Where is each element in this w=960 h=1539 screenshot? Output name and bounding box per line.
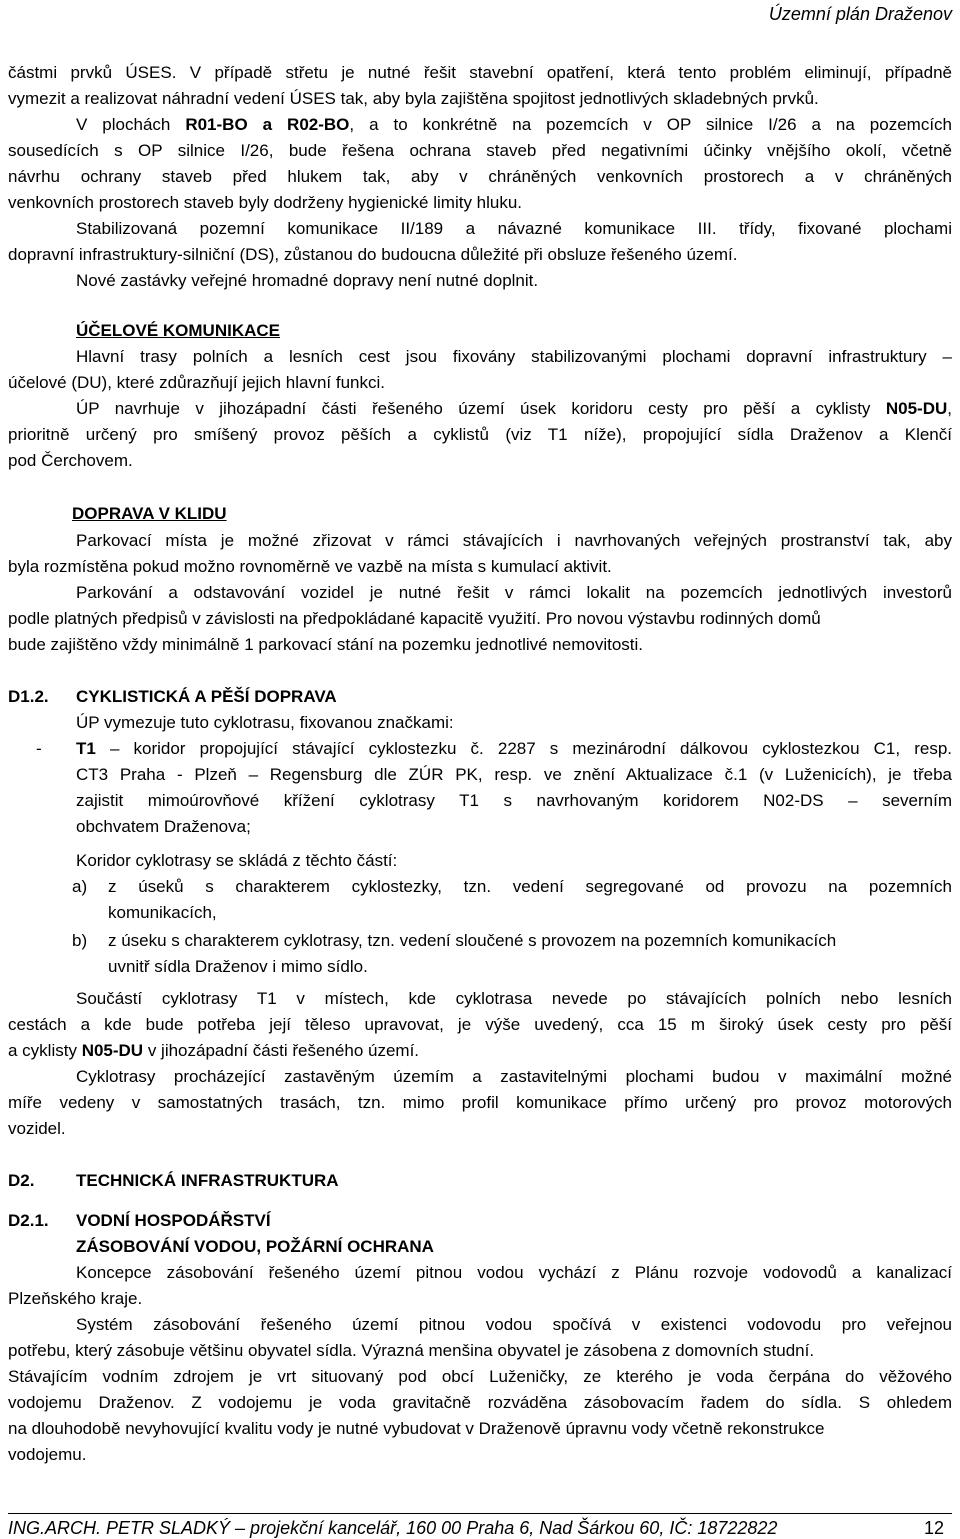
paragraph-line: prioritně určený pro smíšený provoz pěších a cyklistů (viz T1 níže), propojující sídla Draženov a Klenčí: [8, 425, 952, 444]
paragraph-line: sousedících s OP silnice I/26, bude řešena ochrana staveb před negativními účinky vnějšího okolí, včetně: [8, 141, 952, 160]
section-number: D1.2.: [8, 687, 49, 706]
header-title: Územní plán Draženov: [768, 4, 952, 24]
paragraph-line: pod Čerchovem.: [8, 451, 133, 470]
paragraph-line: Parkování a odstavování vozidel je nutné řešit v rámci lokalit na pozemcích jednotlivých investorů: [76, 583, 952, 602]
list-dash: -: [36, 739, 42, 758]
list-item-line: zajistit mimoúrovňové křížení cyklotrasy T1 s navrhovaným koridorem N02-DS – severním: [76, 791, 952, 810]
subsection-heading: VODNÍ HOSPODÁŘSTVÍ: [76, 1211, 271, 1230]
paragraph-line: částmi prvků ÚSES. V případě střetu je nutné řešit stavební opatření, která tento problém eliminují, případně: [8, 63, 952, 82]
paragraph-line: Koridor cyklotrasy se skládá z těchto částí:: [76, 851, 398, 870]
paragraph-line: Systém zásobování řešeného území pitnou vodou spočívá v existenci vodovodu pro veřejnou: [76, 1315, 952, 1334]
paragraph-line: cestách a kde bude potřeba její těleso upravovat, je výše uvedený, cca 15 m široký úsek cesty pro pěší: [8, 1015, 952, 1034]
paragraph-line: dopravní infrastruktury-silniční (DS), zůstanou do budoucna důležité při obsluze řešeného území.: [8, 245, 738, 264]
list-item-line: z úseků s charakterem cyklostezky, tzn. vedení segregované od provozu na pozemních: [108, 877, 952, 896]
paragraph-line: Stabilizovaná pozemní komunikace II/189 a návazné komunikace III. třídy, fixované plochami: [76, 219, 952, 238]
paragraph-line: Cyklotrasy procházející zastavěným územím a zastavitelnými plochami budou v maximální možné: [76, 1067, 952, 1086]
paragraph-line: Součástí cyklotrasy T1 v místech, kde cyklotrasa nevede po stávajících polních nebo lesních: [76, 989, 952, 1008]
list-item-line: z úseku s charakterem cyklotrasy, tzn. vedení sloučené s provozem na pozemních komunikacích: [108, 931, 837, 950]
paragraph-line: návrhu ochrany staveb před hlukem tak, aby v chráněných venkovních prostorech a v chráněných: [8, 167, 952, 186]
footer-text: ING.ARCH. PETR SLADKÝ – projekční kancelář, 160 00 Praha 6, Nad Šárkou 60, IČ: 18722822: [8, 1518, 778, 1538]
paragraph-line: vodojemu Draženov. Z vodojemu je voda gravitačně rozváděna zásobovacím řadem do sídla. S ohledem: [8, 1393, 952, 1412]
paragraph-line: vozidel.: [8, 1119, 66, 1138]
paragraph-line: venkovních prostorech staveb byly dodrženy hygienické limity hluku.: [8, 193, 523, 212]
subsection-heading: ZÁSOBOVÁNÍ VODOU, POŽÁRNÍ OCHRANA: [76, 1237, 434, 1256]
paragraph-line: ÚP vymezuje tuto cyklotrasu, fixovanou značkami:: [76, 713, 454, 732]
paragraph-line: bude zajištěno vždy minimálně 1 parkovací stání na pozemku jednotlivé nemovitosti.: [8, 635, 644, 654]
paragraph-line: V plochách R01-BO a R02-BO, a to konkrétně na pozemcích v OP silnice I/26 a na pozemcích: [76, 115, 952, 134]
paragraph-line: podle platných předpisů v závislosti na předpokládané kapacitě využití. Pro novou výstavbu rodinných domů: [8, 609, 821, 628]
paragraph-line: míře vedeny v samostatných trasách, tzn. mimo profil komunikace přímo určený pro provoz motorových: [8, 1093, 952, 1112]
paragraph-line: Hlavní trasy polních a lesních cest jsou fixovány stabilizovanými plochami dopravní infrastruktury –: [76, 347, 952, 366]
section-heading: TECHNICKÁ INFRASTRUKTURA: [76, 1171, 339, 1190]
section-number: D2.1.: [8, 1211, 49, 1230]
section-heading: DOPRAVA V KLIDU: [72, 504, 227, 523]
paragraph-line: na dlouhodobě nevyhovující kvalitu vody je nutné vybudovat v Draženově úpravnu vody včetně rekonstrukce: [8, 1419, 825, 1438]
paragraph-line: a cyklisty N05-DU v jihozápadní části řešeného území.: [8, 1041, 420, 1060]
paragraph-line: potřebu, který zásobuje většinu obyvatel sídla. Výrazná menšina obyvatel je zásobena z domovních studní.: [8, 1341, 815, 1360]
paragraph-line: Parkovací místa je možné zřizovat v rámci stávajících i navrhovaných veřejných prostranství tak, aby: [76, 531, 952, 550]
paragraph-line: ÚP navrhuje v jihozápadní části řešeného území úsek koridoru cesty pro pěší a cyklisty N05-DU,: [76, 399, 952, 418]
paragraph-line: účelové (DU), které zdůrazňují jejich hlavní funkci.: [8, 373, 385, 392]
paragraph-line: Stávajícím vodním zdrojem je vrt situovaný pod obcí Luženičky, ze kterého je voda čerpána do věžového: [8, 1367, 952, 1386]
section-heading: ÚČELOVÉ KOMUNIKACE: [76, 321, 281, 340]
section-heading: CYKLISTICKÁ A PĚŠÍ DOPRAVA: [76, 687, 337, 706]
page-footer: [8, 1513, 952, 1539]
page-number: 12: [923, 1518, 944, 1538]
list-item-line: CT3 Praha - Plzeň – Regensburg dle ZÚR PK, resp. ve znění Aktualizace č.1 (v Luženicích), je třeba: [76, 765, 952, 784]
list-item-line: T1 – koridor propojující stávající cyklostezku č. 2287 s mezinárodní dálkovou cyklostezkou C1, resp.: [76, 739, 952, 758]
paragraph-line: Nové zastávky veřejné hromadné dopravy není nutné doplnit.: [76, 271, 539, 290]
paragraph-line: vodojemu.: [8, 1445, 87, 1464]
list-item-line: uvnitř sídla Draženov i mimo sídlo.: [108, 957, 368, 976]
list-label: b): [72, 931, 88, 950]
list-label: a): [72, 877, 88, 896]
list-item-line: obchvatem Draženova;: [76, 817, 251, 836]
section-number: D2.: [8, 1171, 35, 1190]
paragraph-line: byla rozmístěna pokud možno rovnoměrně ve vazbě na místa s kumulací aktivit.: [8, 557, 612, 576]
paragraph-line: Koncepce zásobování řešeného území pitnou vodou vychází z Plánu rozvoje vodovodů a kanalizací: [76, 1263, 952, 1282]
paragraph-line: vymezit a realizovat náhradní vedení ÚSES tak, aby byla zajištěna spojitost jednotlivých skladebných prvků.: [8, 89, 819, 108]
list-item-line: komunikacích,: [108, 903, 217, 922]
paragraph-line: Plzeňského kraje.: [8, 1289, 143, 1308]
